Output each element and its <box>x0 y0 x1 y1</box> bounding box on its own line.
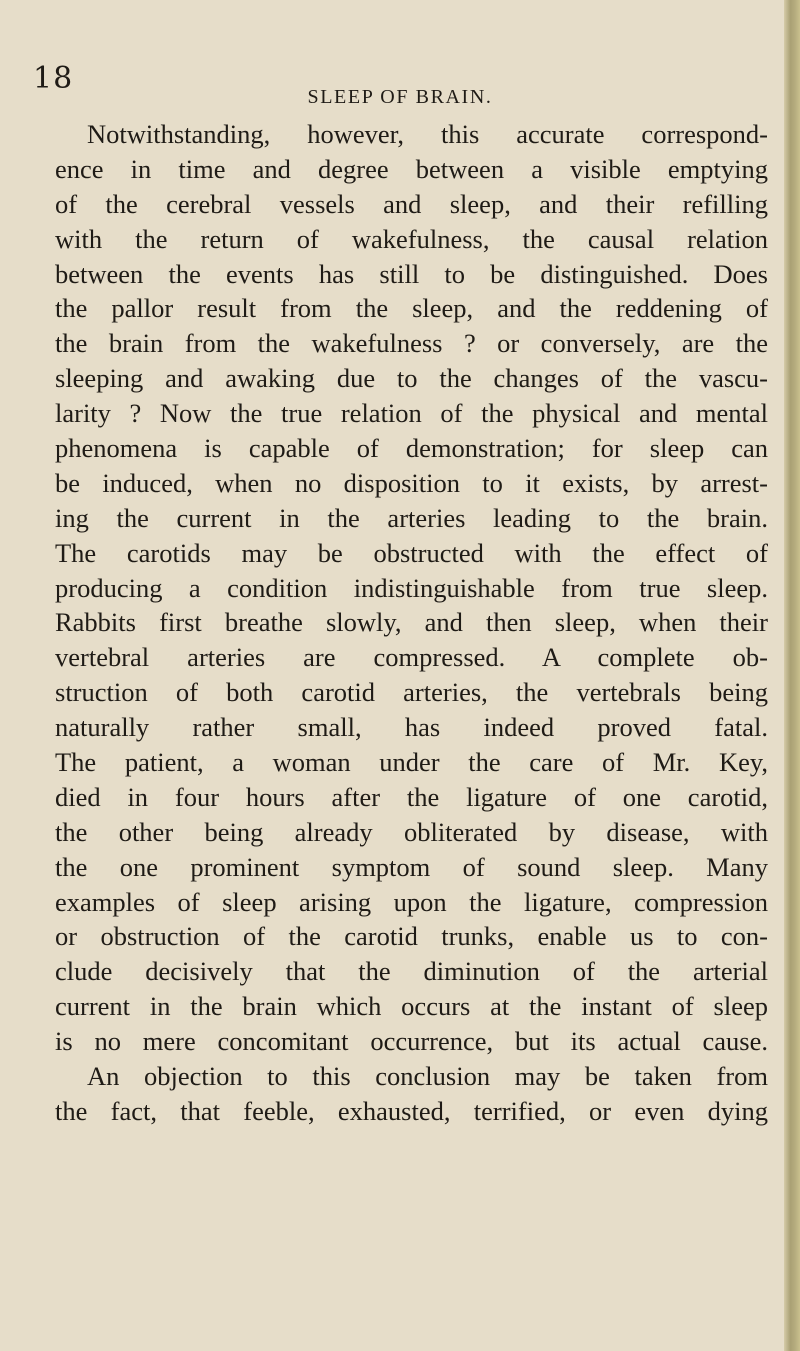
text-line: ence in time and degree between a visible emptying <box>55 153 768 184</box>
text-line: be induced, when no disposition to it exists, by arrest- <box>55 467 768 498</box>
text-line: ing the current in the arteries leading to the brain. <box>55 502 768 533</box>
page-edge <box>784 0 800 1351</box>
text-line: naturally rather small, has indeed proved fatal. <box>55 712 768 743</box>
text-line: struction of both carotid arteries, the vertebrals being <box>55 677 768 708</box>
text-line: larity ? Now the true relation of the physical and mental <box>55 398 768 429</box>
text-line: Rabbits first breathe slowly, and then sleep, when their <box>55 607 768 638</box>
text-line: sleeping and awaking due to the changes of the vascu- <box>55 363 768 394</box>
text-line: the one prominent symptom of sound sleep. Many <box>55 851 768 882</box>
running-head: SLEEP OF BRAIN. <box>307 86 493 108</box>
text-line: phenomena is capable of demonstration; for sleep can <box>55 433 768 464</box>
text-line: examples of sleep arising upon the ligature, compression <box>55 886 768 917</box>
body-text <box>55 117 768 1129</box>
text-line: died in four hours after the ligature of one carotid, <box>55 781 768 812</box>
text-line: or obstruction of the carotid trunks, enable us to con- <box>55 921 768 952</box>
text-line: vertebral arteries are compressed. A complete ob- <box>55 642 768 673</box>
text-line: the fact, that feeble, exhausted, terrified, or even dying <box>55 1095 768 1126</box>
text-line: The carotids may be obstructed with the effect of <box>55 537 768 568</box>
page-number: 18 <box>33 61 74 96</box>
text-line: producing a condition indistinguishable from true sleep. <box>55 572 768 603</box>
text-line: between the events has still to be distinguished. Does <box>55 258 768 289</box>
text-line: current in the brain which occurs at the instant of sleep <box>55 991 768 1022</box>
text-line: the pallor result from the sleep, and the reddening of <box>55 293 768 324</box>
text-line: is no mere concomitant occurrence, but its actual cause. <box>55 1026 768 1057</box>
text-line: of the cerebral vessels and sleep, and their refilling <box>55 188 768 219</box>
text-line: the brain from the wakefulness ? or conversely, are the <box>55 328 768 359</box>
text-line: The patient, a woman under the care of Mr. Key, <box>55 747 768 778</box>
text-line: An objection to this conclusion may be taken from <box>87 1061 768 1092</box>
text-line: Notwithstanding, however, this accurate correspond- <box>87 119 768 149</box>
text-line: the other being already obliterated by disease, with <box>55 816 768 847</box>
text-line: clude decisively that the diminution of the arterial <box>55 956 768 987</box>
text-line: with the return of wakefulness, the causal relation <box>55 223 768 254</box>
